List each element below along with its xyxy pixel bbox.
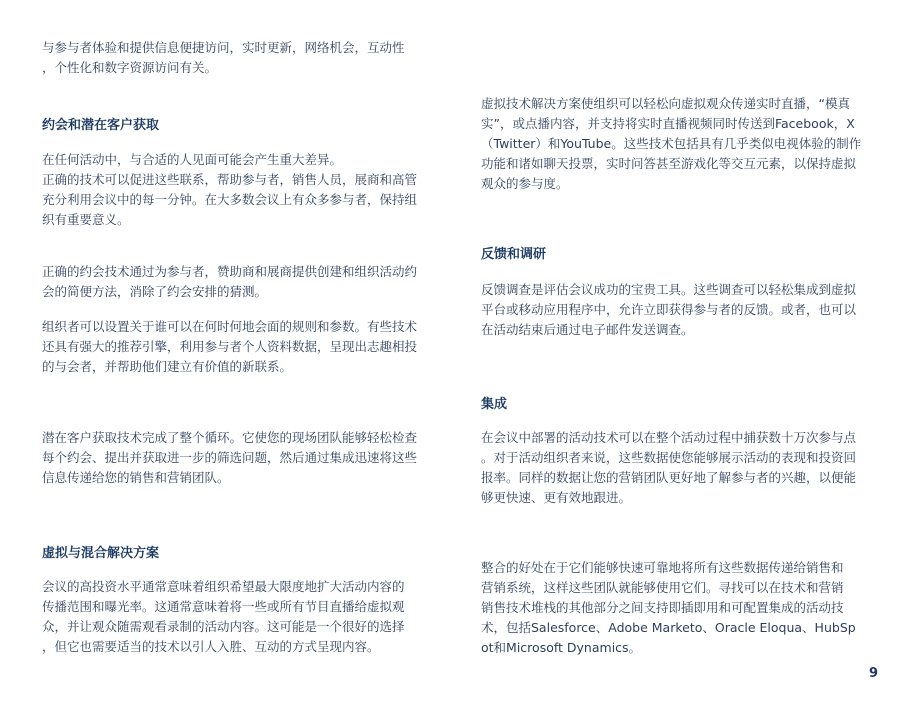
integration-paragraph-2 xyxy=(481,558,856,658)
text-line: 的与会者，并帮助他们建立有价值的新联系。 xyxy=(42,359,293,374)
feedback-paragraph xyxy=(481,280,856,340)
text-line: 信息传递给您的销售和营销团队。 xyxy=(42,470,230,485)
text-line: 充分利用会议中的每一分钟。在大多数会议上有众多参与者，保持组 xyxy=(42,192,418,207)
section-heading-appointments: 约会和潜在客户获取 xyxy=(42,118,160,133)
appointments-paragraph-2 xyxy=(42,262,417,302)
lead-retrieval-paragraph xyxy=(42,428,417,488)
text-line: 虚拟技术解决方案使组织可以轻松向虚拟观众传递实时直播，“模真 xyxy=(481,96,850,111)
text-line: 在会议中部署的活动技术可以在整个活动过程中捕获数十万次参与点 xyxy=(481,430,857,445)
text-line: 在任何活动中，与合适的人见面可能会产生重大差异。 xyxy=(42,152,343,167)
text-line: ，个性化和数字资源访问有关。 xyxy=(42,60,218,75)
page-number: 9 xyxy=(868,666,878,681)
text-line: ，但它也需要适当的技术以引人入胜、互动的方式呈现内容。 xyxy=(42,639,380,654)
text-line: 会议的高投资水平通常意味着组织希望最大限度地扩大活动内容的 xyxy=(42,579,405,594)
text-line: 够更快速、更有效地跟进。 xyxy=(481,490,632,505)
text-line: 报率。同样的数据让您的营销团队更好地了解参与者的兴趣，以便能 xyxy=(481,470,857,485)
section-heading-integration: 集成 xyxy=(481,397,508,412)
text-line: 组织者可以设置关于谁可以在何时何地会面的规则和参数。有些技术 xyxy=(42,319,418,334)
appointments-paragraph-1 xyxy=(42,150,417,230)
text-line: （Twitter）和YouTube。这些技术包括具有几乎类似电视体验的制作 xyxy=(481,136,862,151)
text-line: 整合的好处在于它们能够快速可靠地将所有这些数据传递给销售和 xyxy=(481,560,844,575)
text-line: 观众的参与度。 xyxy=(481,176,569,191)
text-line: 会的简便方法，消除了约会安排的猜测。 xyxy=(42,284,268,299)
text-line: 传播范围和曝光率。这通常意味着将一些或所有节目直播给虚拟观 xyxy=(42,599,405,614)
left-intro-paragraph xyxy=(42,38,405,78)
integration-paragraph-1 xyxy=(481,428,856,508)
text-line: 正确的技术可以促进这些联系，帮助参与者，销售人员，展商和高管 xyxy=(42,172,418,187)
right-intro-paragraph xyxy=(481,94,861,194)
text-line: ot和Microsoft Dynamics。 xyxy=(481,640,642,655)
appointments-paragraph-3 xyxy=(42,317,417,377)
text-line: 。对于活动组织者来说，这些数据使您能够展示活动的表现和投资回 xyxy=(481,450,857,465)
text-line: 与参与者体验和提供信息便捷访问，实时更新，网络机会，互动性 xyxy=(42,40,405,55)
text-line: 织有重要意义。 xyxy=(42,212,130,227)
text-line: 还具有强大的推荐引擎，利用参与者个人资料数据，呈现出志趣相投 xyxy=(42,339,418,354)
text-line: 众，并让观众随需观看录制的活动内容。这可能是一个很好的选择 xyxy=(42,619,405,634)
text-line: 平台或移动应用程序中，允许立即获得参与者的反馈。或者，也可以 xyxy=(481,302,857,317)
text-line: 潜在客户获取技术完成了整个循环。它使您的现场团队能够轻松检查 xyxy=(42,430,418,445)
virtual-hybrid-paragraph xyxy=(42,577,405,657)
section-heading-feedback: 反馈和调研 xyxy=(481,247,547,262)
text-line: 销售技术堆栈的其他部分之间支持即插即用和可配置集成的活动技 xyxy=(481,600,844,615)
text-line: 在活动结束后通过电子邮件发送调查。 xyxy=(481,322,694,337)
text-line: 营销系统，这样这些团队就能够使用它们。寻找可以在技术和营销 xyxy=(481,580,844,595)
text-line: 功能和诸如聊天投票，实时问答甚至游戏化等交互元素，以保持虚拟 xyxy=(481,156,857,171)
text-line: 反馈调查是评估会议成功的宝贵工具。这些调查可以轻松集成到虚拟 xyxy=(481,282,857,297)
text-line: 正确的约会技术通过为参与者，赞助商和展商提供创建和组织活动约 xyxy=(42,264,418,279)
section-heading-virtual-hybrid: 虚拟与混合解决方案 xyxy=(42,546,160,561)
text-line: 每个约会、提出并获取进一步的筛选问题，然后通过集成迅速将这些 xyxy=(42,450,418,465)
text-line: 实”，或点播内容，并支持将实时直播视频同时传送到Facebook，X xyxy=(481,116,855,131)
text-line: 术，包括Salesforce、Adobe Marketo、Oracle Eloqua、HubSp xyxy=(481,620,856,635)
